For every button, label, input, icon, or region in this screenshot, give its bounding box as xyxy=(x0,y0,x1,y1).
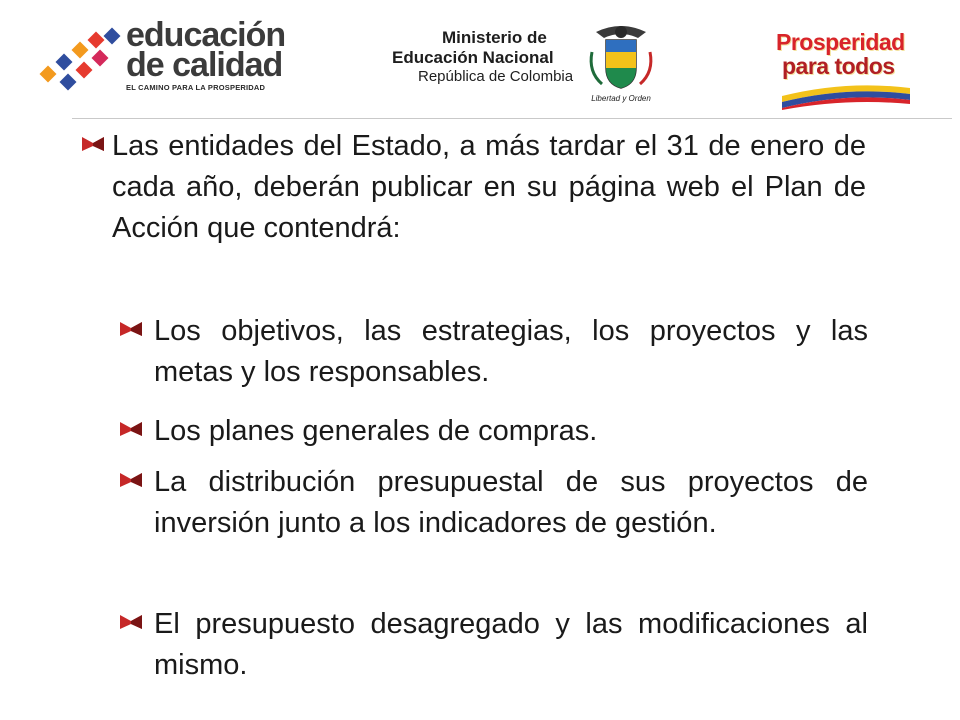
sub-bullet-text: Los planes generales de compras. xyxy=(154,415,598,447)
colored-cubes-icon xyxy=(34,24,126,96)
bookmark-bullet-icon xyxy=(118,613,144,631)
sub-bullet-1 xyxy=(118,311,868,393)
ministerio-line1: Ministerio de xyxy=(442,28,547,47)
bookmark-bullet-icon xyxy=(118,420,144,438)
prosperidad-line2: para todos xyxy=(782,53,895,79)
slide-header xyxy=(0,0,960,118)
prosperidad-line1: Prosperidad xyxy=(776,29,905,55)
prosperidad-logo xyxy=(776,30,916,110)
bookmark-bullet-icon xyxy=(118,471,144,489)
sub-bullet-2 xyxy=(118,411,868,452)
crest-motto: Libertad y Orden xyxy=(591,94,651,103)
colombia-crest xyxy=(584,22,658,106)
sub-bullet-3 xyxy=(118,462,868,544)
educacion-tagline: EL CAMINO PARA LA PROSPERIDAD xyxy=(126,83,266,92)
coat-of-arms-icon xyxy=(584,22,658,94)
educacion-line2: de calidad xyxy=(126,46,283,84)
main-bullet-text: Las entidades del Estado, a más tardar el 31 de enero de cada año, deberán publicar en su página web el Plan de Acción que contendrá: xyxy=(112,130,866,244)
sub-bullet-text: El presupuesto desagregado y las modificaciones al mismo. xyxy=(154,608,868,681)
sub-bullet-text: Los objetivos, las estrategias, los proyectos y las metas y los responsables. xyxy=(154,315,868,388)
bookmark-bullet-icon xyxy=(80,135,106,153)
educacion-wordmark xyxy=(126,16,286,92)
sub-bullet-4 xyxy=(118,604,868,686)
ministerio-logo xyxy=(392,28,582,98)
sub-bullet-text: La distribución presupuestal de sus proyectos de inversión junto a los indicadores de gestión. xyxy=(154,466,868,539)
educacion-de-calidad-logo xyxy=(34,18,294,100)
bookmark-bullet-icon xyxy=(118,320,144,338)
main-bullet xyxy=(80,126,866,249)
flag-swoosh-icon xyxy=(776,78,916,110)
header-divider xyxy=(72,118,952,119)
educacion-line1: educación xyxy=(126,16,286,54)
ministerio-line3: República de Colombia xyxy=(418,68,574,85)
ministerio-line2: Educación Nacional xyxy=(392,48,554,67)
